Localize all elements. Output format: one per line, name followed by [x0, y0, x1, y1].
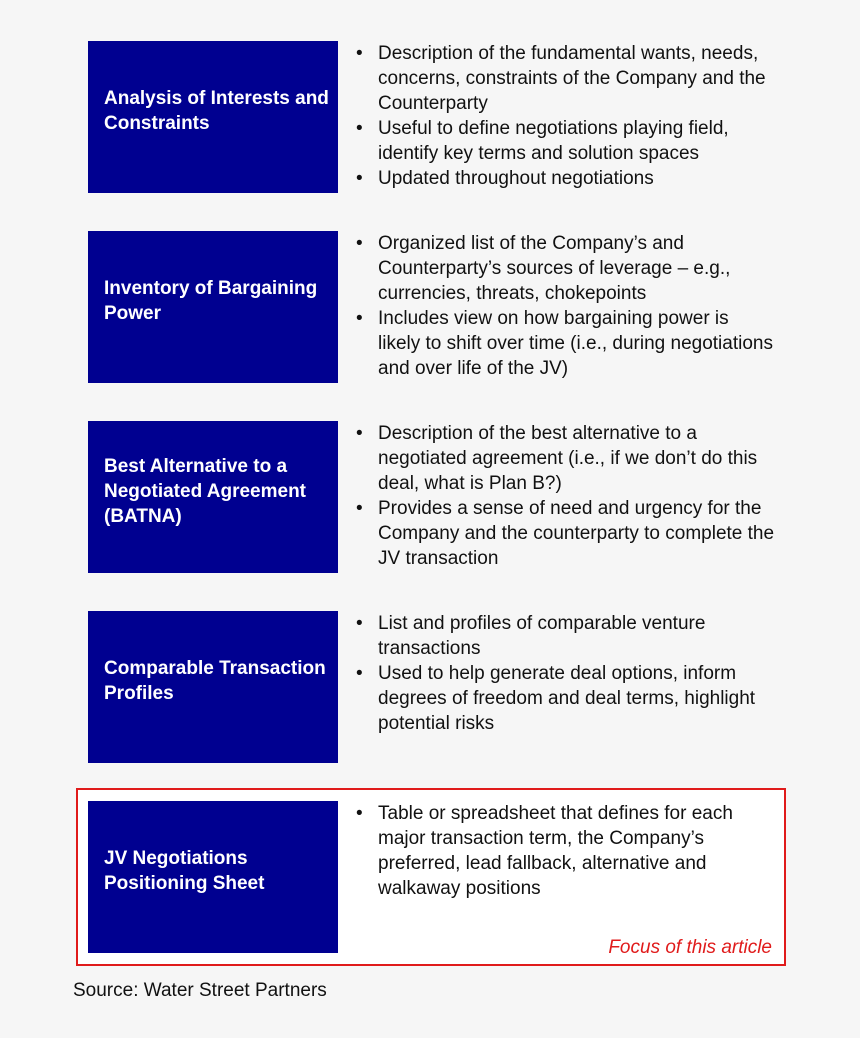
row-batna	[88, 421, 788, 573]
bullet-item: • List and profiles of comparable venture transactions	[356, 611, 776, 661]
row-inventory-of-bargaining-power	[88, 231, 788, 383]
row-comparable-transactions	[88, 611, 788, 763]
bullet-item: • Organized list of the Company’s and Counterparty’s sources of leverage – e.g., currencies, threats, chokepoints	[356, 231, 776, 306]
bullet-list	[356, 421, 776, 571]
row-title: JV Negotiations Positioning Sheet	[104, 848, 265, 894]
bullet-item: • Includes view on how bargaining power is likely to shift over time (i.e., during negotiations and over life of the JV)	[356, 306, 776, 381]
bullet-list	[356, 611, 776, 736]
row-title: Best Alternative to a Negotiated Agreement (BATNA)	[104, 455, 306, 527]
bullet-item: • Useful to define negotiations playing field, identify key terms and solution spaces	[356, 116, 776, 166]
row-title-box	[88, 611, 338, 763]
bullet-list	[356, 231, 776, 381]
row-title: Analysis of Interests and Constraints	[104, 88, 329, 134]
bullet-item: • Updated throughout negotiations	[356, 166, 776, 191]
row-title-box	[88, 231, 338, 383]
bullet-list	[356, 801, 776, 901]
row-title: Comparable Transaction Profiles	[104, 658, 326, 704]
bullet-item: • Used to help generate deal options, inform degrees of freedom and deal terms, highlight potential risks	[356, 661, 776, 736]
row-title-box	[88, 801, 338, 953]
bullet-item: • Description of the fundamental wants, needs, concerns, constraints of the Company and the Counterparty	[356, 41, 776, 116]
row-title-box	[88, 421, 338, 573]
row-analysis-of-interests	[88, 41, 788, 193]
row-title: Inventory of Bargaining Power	[104, 278, 318, 324]
bullet-list	[356, 41, 776, 191]
row-title-box	[88, 41, 338, 193]
bullet-item: • Provides a sense of need and urgency for the Company and the counterparty to complete the JV transaction	[356, 496, 776, 571]
source-caption: Source: Water Street Partners	[73, 980, 327, 1001]
row-jv-positioning-sheet	[88, 801, 788, 953]
bullet-item: • Description of the best alternative to a negotiated agreement (i.e., if we don’t do this deal, what is Plan B?)	[356, 421, 776, 496]
bullet-item: • Table or spreadsheet that defines for each major transaction term, the Company’s preferred, lead fallback, alternative and walkaway positions	[356, 801, 776, 901]
focus-note: Focus of this article	[608, 937, 772, 958]
